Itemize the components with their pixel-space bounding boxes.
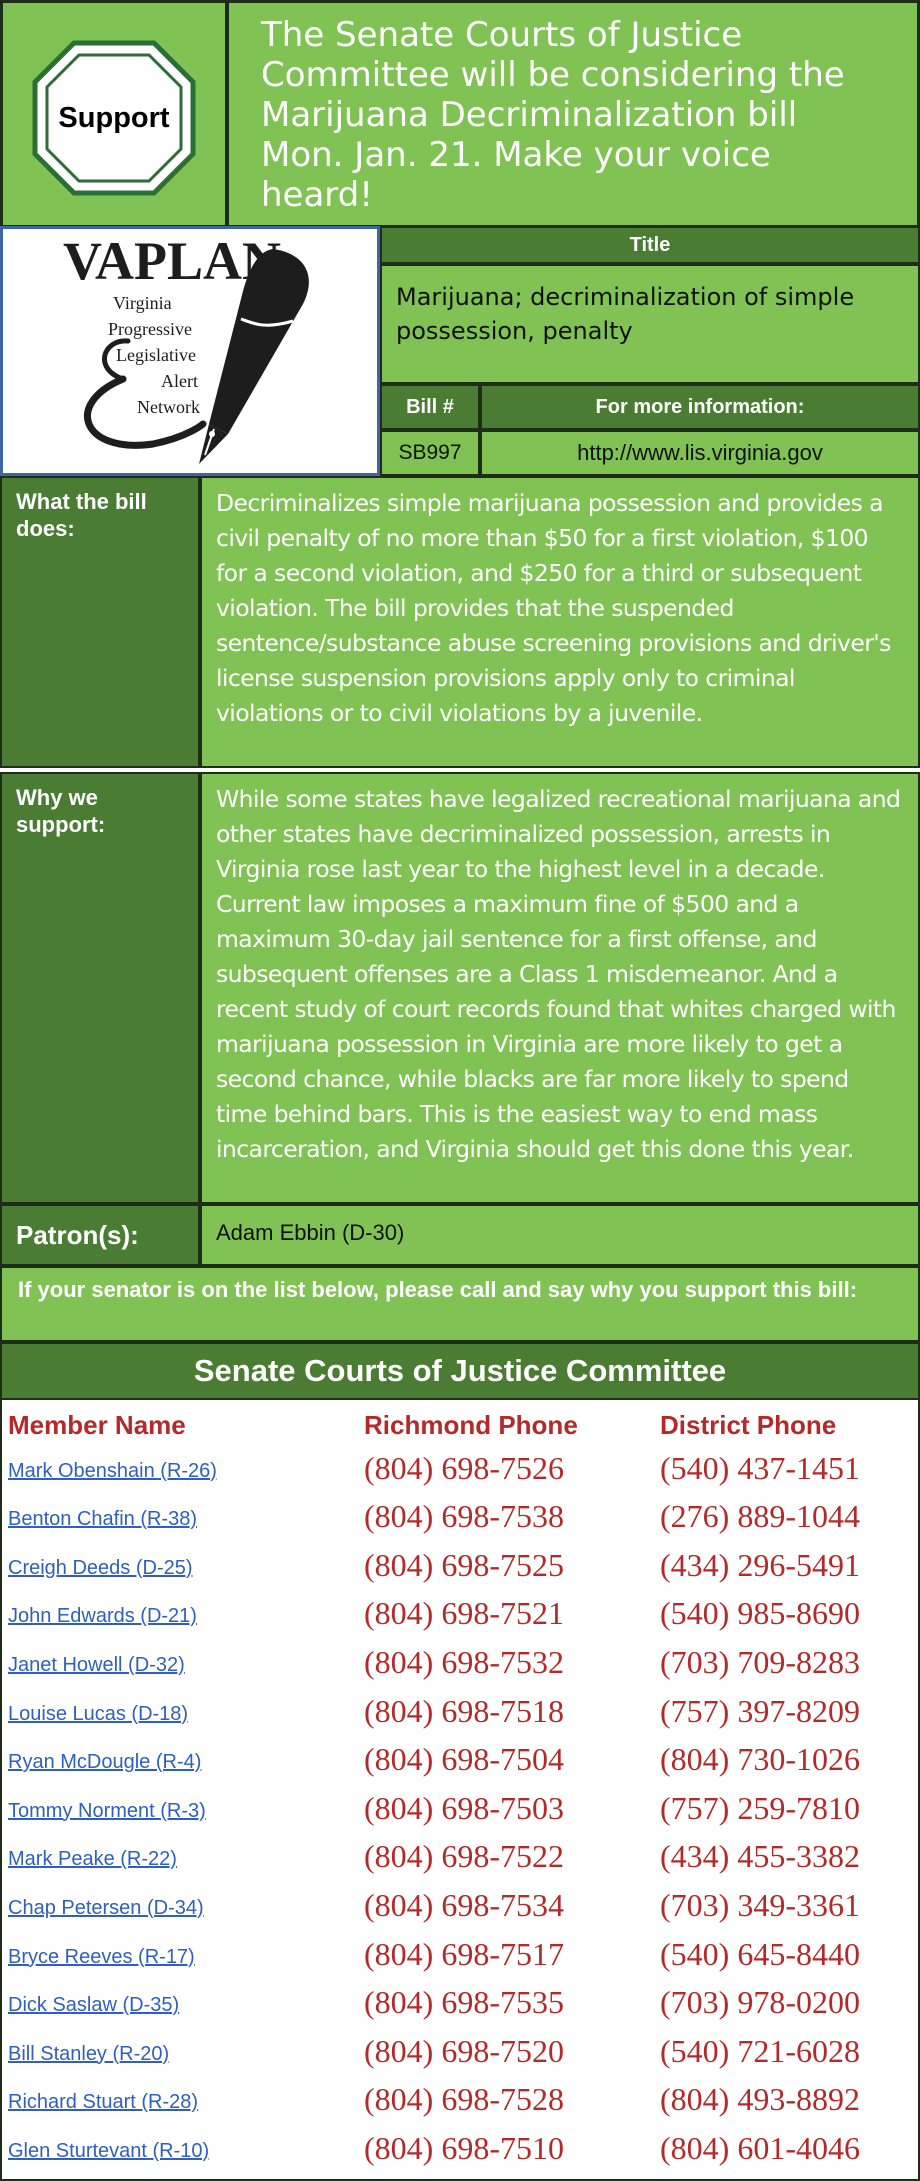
- table-row: [2, 1879, 918, 1928]
- district-phone: (703) 978-0200: [660, 1984, 860, 2021]
- district-phone: (703) 709-8283: [660, 1643, 860, 1680]
- table-row: [2, 1588, 918, 1637]
- table-row: [2, 2025, 918, 2074]
- logo-line: Network: [137, 397, 200, 417]
- richmond-phone: (804) 698-7528: [364, 2081, 564, 2118]
- district-phone: (540) 437-1451: [660, 1449, 860, 1486]
- column-header-district-phone: District Phone: [660, 1410, 837, 1440]
- committee-title: Senate Courts of Justice Committee: [0, 1342, 920, 1400]
- logo-line: Virginia: [113, 293, 172, 313]
- member-name-link[interactable]: Ryan McDougle (R-4): [8, 1751, 202, 1774]
- richmond-phone: (804) 698-7522: [364, 1838, 564, 1875]
- richmond-phone: (804) 698-7518: [364, 1692, 564, 1729]
- bill-number-header: Bill #: [380, 384, 480, 430]
- richmond-phone: (804) 698-7504: [364, 1741, 564, 1778]
- richmond-phone: (804) 698-7526: [364, 1449, 564, 1486]
- members-table: [0, 1400, 920, 2181]
- richmond-phone: (804) 698-7535: [364, 1984, 564, 2021]
- member-name-link[interactable]: Mark Obenshain (R-26): [8, 1459, 217, 1482]
- member-name-link[interactable]: Glen Sturtevant (R-10): [8, 2139, 210, 2162]
- bill-number: SB997: [380, 430, 480, 476]
- richmond-phone: (804) 698-7538: [364, 1498, 564, 1535]
- table-row: [2, 1685, 918, 1734]
- table-row: [2, 2074, 918, 2123]
- bill-title: Marijuana; decriminalization of simple possession, penalty: [380, 264, 920, 384]
- table-row: [2, 1782, 918, 1831]
- district-phone: (540) 721-6028: [660, 2032, 860, 2069]
- logo-name: VAPLAN: [63, 231, 282, 291]
- district-phone: (540) 985-8690: [660, 1595, 860, 1632]
- patron-name: Adam Ebbin (D-30): [200, 1204, 920, 1266]
- richmond-phone: (804) 698-7510: [364, 2129, 564, 2166]
- headline-cell: [226, 0, 920, 228]
- table-row: [2, 2122, 918, 2171]
- member-name-link[interactable]: Louise Lucas (D-18): [8, 1702, 189, 1725]
- headline: The Senate Courts of Justice Committee will be considering the Marijuana Decriminalization bill Mon. Jan. 21. Make your voice heard!: [261, 15, 845, 215]
- logo-line: Alert: [161, 371, 198, 391]
- table-row: [2, 1442, 918, 1491]
- member-name-link[interactable]: Mark Peake (R-22): [8, 1848, 177, 1871]
- vaplan-logo: [0, 226, 380, 476]
- richmond-phone: (804) 698-7534: [364, 1886, 564, 1923]
- member-name-link[interactable]: Creigh Deeds (D-25): [8, 1556, 193, 1579]
- member-name-link[interactable]: Janet Howell (D-32): [8, 1653, 185, 1676]
- district-phone: (804) 601-4046: [660, 2129, 860, 2166]
- district-phone: (804) 730-1026: [660, 1741, 860, 1778]
- member-name-link[interactable]: Benton Chafin (R-38): [8, 1508, 197, 1531]
- richmond-phone: (804) 698-7503: [364, 1789, 564, 1826]
- district-phone: (757) 397-8209: [660, 1692, 860, 1729]
- support-badge-cell: [0, 0, 228, 228]
- richmond-phone: (804) 698-7521: [364, 1595, 564, 1632]
- table-row: [2, 1928, 918, 1977]
- district-phone: (434) 296-5491: [660, 1546, 860, 1583]
- bill-does-label: What the bill does:: [0, 476, 200, 768]
- member-name-link[interactable]: Dick Saslaw (D-35): [8, 1994, 180, 2017]
- support-label: Support: [58, 102, 170, 134]
- member-name-link[interactable]: Bill Stanley (R-20): [8, 2042, 170, 2065]
- why-support-text: While some states have legalized recreational marijuana and other states have decriminalized possession, arrests in Virginia rose last year to the highest level in a decade. Current law imposes a maximum fine of $500 and a maximum 30-day jail sentence for a first offense, and subsequent offenses are a Class 1 misdemeanor. And a recent study of court records found that whites charged with marijuana possession in Virginia are more likely to get a second chance, while blacks are far more likely to spend time behind bars. This is the easiest way to end mass incarceration, and Virginia should get this done this year.: [200, 772, 920, 1204]
- table-row: [2, 1539, 918, 1588]
- district-phone: (757) 259-7810: [660, 1789, 860, 1826]
- more-info-link[interactable]: http://www.lis.virginia.gov: [480, 430, 920, 476]
- logo-line: Progressive: [108, 319, 192, 339]
- bill-does-text: Decriminalizes simple marijuana possession and provides a civil penalty of no more than $50 for a first violation, $100 for a second violation, and $250 for a third or subsequent violation. The bill provides that the suspended sentence/substance abuse screening provisions and driver's license suspension provisions apply only to criminal violations or to civil violations by a juvenile.: [200, 476, 920, 768]
- richmond-phone: (804) 698-7517: [364, 1935, 564, 1972]
- member-name-link[interactable]: Richard Stuart (R-28): [8, 2091, 199, 2114]
- district-phone: (276) 889-1044: [660, 1498, 860, 1535]
- member-name-link[interactable]: Bryce Reeves (R-17): [8, 1945, 195, 1968]
- richmond-phone: (804) 698-7520: [364, 2032, 564, 2069]
- district-phone: (434) 455-3382: [660, 1838, 860, 1875]
- why-support-label: Why we support:: [0, 772, 200, 1204]
- district-phone: (804) 493-8892: [660, 2081, 860, 2118]
- table-row: [2, 1734, 918, 1783]
- member-name-link[interactable]: Tommy Norment (R-3): [8, 1799, 206, 1822]
- more-info-header: For more information:: [480, 384, 920, 430]
- call-to-action: If your senator is on the list below, please call and say why you support this bill:: [0, 1266, 920, 1342]
- member-name-link[interactable]: Chap Petersen (D-34): [8, 1896, 204, 1919]
- table-row: [2, 1977, 918, 2026]
- richmond-phone: (804) 698-7532: [364, 1643, 564, 1680]
- column-header-richmond-phone: Richmond Phone: [364, 1410, 578, 1440]
- pen-icon: [3, 229, 377, 473]
- patron-label: Patron(s):: [0, 1204, 200, 1266]
- title-header: Title: [380, 226, 920, 264]
- logo-line: Legislative: [116, 345, 196, 365]
- table-row: [2, 1491, 918, 1540]
- richmond-phone: (804) 698-7525: [364, 1546, 564, 1583]
- stop-sign-icon: [3, 3, 225, 225]
- table-row: [2, 1831, 918, 1880]
- district-phone: (703) 349-3361: [660, 1886, 860, 1923]
- district-phone: (540) 645-8440: [660, 1935, 860, 1972]
- member-name-link[interactable]: John Edwards (D-21): [8, 1605, 197, 1628]
- table-row: [2, 1636, 918, 1685]
- column-header-member-name: Member Name: [8, 1410, 186, 1440]
